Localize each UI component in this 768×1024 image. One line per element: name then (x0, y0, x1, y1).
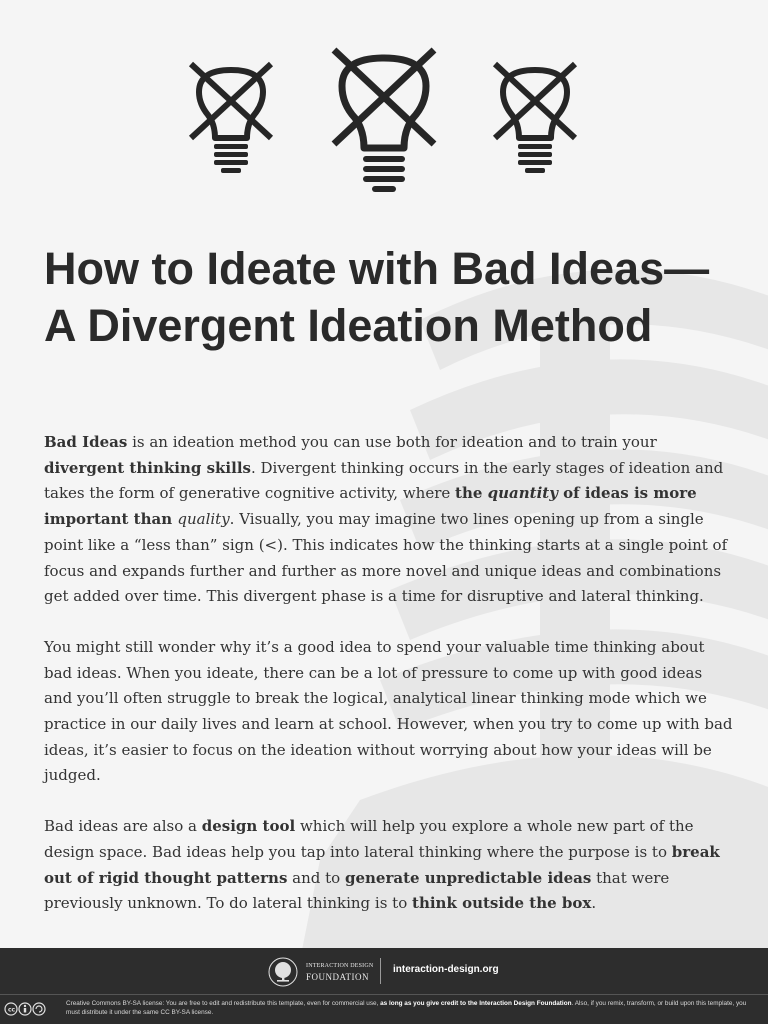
website-link[interactable]: interaction-design.org (393, 964, 499, 975)
paragraph-1 (44, 430, 734, 610)
text-span: . Visually, you may imagine two lines opening up from a single point like a “less than” sign (<). This indicates how the thinking starts at a single point of focus and expands further and further as more novel and unique ideas and combinations get added over time. This divergent phase is a time for disruptive and lateral thinking. (44, 510, 728, 606)
org-name-top: INTERACTION DESIGN (306, 963, 374, 969)
license-text-part: Creative Commons BY-SA license: You are free to edit and redistribute this template, even for commercial use, (66, 1000, 381, 1007)
crossed-lightbulb-icon (492, 60, 578, 176)
license-text-part: . Also, if you remix, transform, or build upon this template, you must distribute it under the same CC BY-SA license. (66, 1000, 747, 1016)
license-credit: as long as you give credit to the Interaction Design Foundation (380, 1000, 572, 1007)
paragraph-3 (44, 814, 734, 917)
footer-divider (380, 958, 381, 984)
footer-bar (0, 948, 768, 994)
creative-commons-icon (4, 1002, 62, 1016)
page-title: How to Ideate with Bad Ideas—A Divergent Ideation Method (44, 243, 710, 351)
bold-text: design tool (201, 817, 296, 836)
text-span: is an ideation method you can use both for ideation and to train your (127, 433, 657, 451)
bold-text: Bad Ideas (44, 433, 128, 451)
text-span: . (591, 894, 597, 913)
text-span: the (455, 484, 488, 503)
crossed-lightbulb-icon (188, 60, 274, 176)
text-span: Bad ideas are also a (44, 817, 202, 836)
article-body (44, 430, 734, 942)
text-span: which will help you explore a whole new part of the design space. Bad ideas help you tap into lateral thinking where the purpose is to (44, 817, 694, 861)
tree-logo-icon (268, 957, 298, 987)
text-span: . Divergent thinking occurs in the early stages of ideation and takes the form of generative cognitive activity, where (44, 458, 724, 503)
bold-text: divergent thinking skills (44, 458, 251, 477)
license-text (66, 999, 756, 1017)
paragraph-2: You might still wonder why it’s a good idea to spend your valuable time thinking about bad ideas. When you ideate, there can be a lot of pressure to come up with good ideas and you’ll often struggle to break the logical, analytical linear thinking mode which we practice in our daily lives and learn at school. However, when you try to come up with bad ideas, it’s easier to focus on the ideation without worrying about how your ideas will be judged. (44, 637, 733, 785)
license-bar (0, 994, 768, 1024)
bold-text: generate unpredictable ideas (344, 868, 592, 887)
italic-text: quantity (487, 484, 558, 503)
italic-text: quality (177, 510, 230, 529)
org-name (306, 962, 373, 982)
text-span: of ideas is more important than (44, 484, 697, 529)
bold-text: think outside the box (412, 894, 592, 913)
crossed-lightbulb-icon (330, 46, 438, 196)
bulb-icons-row (0, 40, 768, 200)
svg-text:cc: cc (8, 1006, 16, 1014)
org-name-bottom: FOUNDATION (306, 972, 369, 982)
text-span: that were previously unknown. To do lateral thinking is to (44, 868, 670, 913)
bold-text: break out of rigid thought patterns (44, 842, 720, 887)
text-span: and to (287, 868, 345, 887)
